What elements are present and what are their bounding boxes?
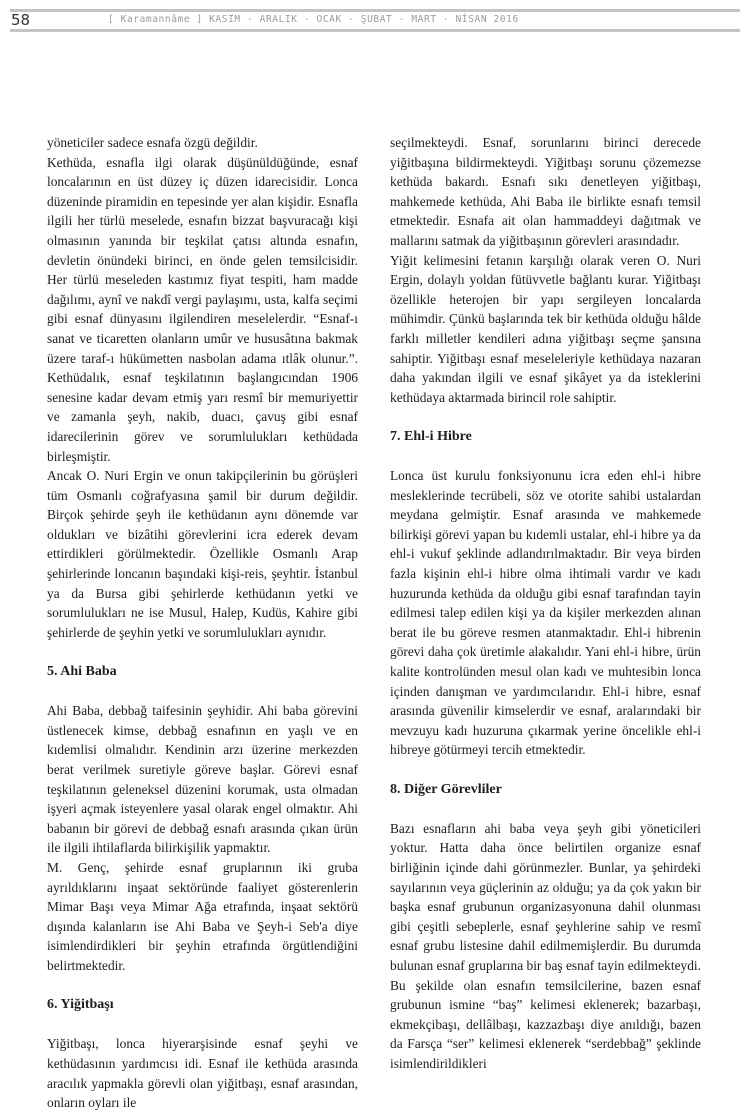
spacer [47,642,358,662]
section-heading-ehl-i-hibre: 7. Ehl-i Hibre [390,428,472,444]
section-heading-ahi-baba: 5. Ahi Baba [47,664,117,680]
paragraph: yöneticiler sadece esnafa özgü değildir. [47,135,258,150]
spacer [47,976,358,996]
spacer [390,447,701,467]
paragraph: Yiğit kelimesini fetanın karşılığı olarak veren O. Nuri Ergin, dolaylı yoldan fütüvvetle bağlantı kurar. Yiğitbaşı özellikle heterojen bir yapı sergileyen loncalarda mühimdir. Çünkü başlarında tek bir kethüda olduğu hâlde farklı milletler kendileri adına yiğitbaşı seçme şansına sahiptir. Yiğitbaşı esnaf meseleleriyle kethüdaya nazaran daha yakından ilgili ve esnaf şikâyet ya da isteklerini kethüdaya aktarmada birincil role sahiptir. [390,252,701,405]
page-number: 58 [11,11,31,29]
paragraph: M. Genç, şehirde esnaf gruplarının iki gruba ayrıldıklarını inşaat sektöründe faaliyet gösterenlerin Mimar Başı veya Mimar Ağa etrafında, inşaat sektörü dışında kalanların ise Ahi Baba ve Şeyh-i Seb'a diye isimlendirdikleri bir şeyhin etrafında örgütlendiğini belirtmektedir. [47,859,358,973]
header-rule-top [10,9,740,12]
spacer [47,1015,358,1035]
section-heading-yigitbasi: 6. Yiğitbaşı [47,997,114,1013]
spacer [390,760,701,780]
paragraph: Ahi Baba, debbağ taifesinin şeyhidir. Ahi baba görevini üstlenecek kimse, debbağ esnafının en yaşlı ve en kıdemlisi olmalıdır. Kendinin arzı üzerine merkezden berat verilmek suretiyle göreve başlar. Görevi esnaf teşkilatının geleneksel düzenini korumak, usta olmadan işyeri açmak isteyenlere yasal olarak engel olmaktır. Ahi babanın bir görevi de debbağ esnafı arasında çıkan ürün ile ilgili ihtilaflarda bilirkişilik yapmaktır. [47,703,358,856]
spacer [390,407,701,427]
spacer [47,682,358,702]
paragraph: Yiğitbaşı, lonca hiyerarşisinde esnaf şeyhi ve kethüdasının yardımcısı idi. Esnaf ile kethüda arasında aracılık yapmakla görevli olan yiğitbaşı, esnaf arasından, onların oyları ile [47,1036,358,1111]
paragraph: Kethüda, esnafla ilgi olarak düşünüldüğünde, esnaf loncalarının en üst düzey iç düzen idarecisidir. Lonca düzeninde piramidin en tepesinde yer alan kişidir. Esnafla ilgili her türlü meselede, esnafın bizzat başvuracağı kişi olmasının yanında bir teşkilat çatısı altında esnafın, devletin önündeki birinci, en önde gelen temsilcisidir. Her türlü meseleden kastımız fiyat tespiti, ham madde dağılımı, aynî ve nakdî vergi paylaşımı, usta, kalfa seçimi gibi esnaf dünyasını ilgilendiren meselelerdir. “Esnaf-ı sanat ve ticaretten olanların umûr ve hususâtına bakmak üzere taraf-ı hükümetten nasbolan adama ıtlâk olunur.”. Kethüdalık, esnaf teşkilatının başlangıcından 1906 senesine kadar devam etmiş yarı resmî bir memuriyettir ve zamanla şeyh, nakib, duacı, çavuş gibi esnaf idarecilerinin görev ve sorumlulukları kethüdada birleşmiştir. [47,154,358,464]
right-column [390,133,701,1074]
paragraph: Ancak O. Nuri Ergin ve onun takipçilerinin bu görüşleri tüm Osmanlı coğrafyasına şamil bir durum değildir. Birçok şehirde şeyh ile kethüdanın aynı dönemde var oldukları ve bizâtihi görevlerini icra ederek devam ettirdikleri görülmektedir. Özellikle Osmanlı Arap şehirlerinde loncanın başındaki kişi-reis, şeyhtir. İstanbul ya da Bursa gibi şehirlerde kethüdanın yetki ve sorumlulukları ne ise Musul, Halep, Kudüs, Kahire gibi şehirlerde de şeyhin yetki ve sorumlulukları aynıdır. [47,468,358,640]
running-head: [ Karamannâme ] KASIM - ARALIK - OCAK - ŞUBAT - MART - NİSAN 2016 [108,14,519,25]
paragraph: seçilmekteydi. Esnaf, sorunlarını birinci derecede yiğitbaşına bildirmekteydi. Yiğitbaşı sorunu çözemezse kethüda bakardı. Esnafı sıkı denetleyen yiğitbaşı, mahkemede kethüda, Ahi Baba ile birlikte esnafı temsil etmektedir. Esnafa ait olan hammaddeyi dağıtmak ve mallarını satmak da yiğitbaşının görevleri arasındadır. [390,135,701,248]
section-heading-diger-gorevliler: 8. Diğer Görevliler [390,781,502,797]
left-column [47,133,358,1113]
header-rule-bottom [10,29,740,32]
paragraph: Lonca üst kurulu fonksiyonunu icra eden ehl-i hibre mesleklerinde tecrübeli, söz ve otorite sahibi ustalardan meydana gelmiştir. Esnaf arasında ve mahkemede bilirkişi görevi yapan bu kıdemli ustalar, ehl-i hibre ya da ehl-i vukuf şeklinde adlandırılmaktadır. Bir veya birden fazla kişinin ehl-i hibre olma ihtimali vardır ve kadı huzurunda kethüda da olduğu gibi esnaf tarafından tayin edilmesi talep edilen kişi ya da kişiler merkezden alınan berat ile bu göreve resmen atanmaktadır. Ehl-i hibrenin görevi daha çok üretimle alakalıdır. Yani ehl-i hibre, ürün kalite kontrolünden mesul olan kadı ve muhtesibin lonca içinden danışman ve yardımcılarıdır. Ehl-i hibre, esnaf arasında güvenilir kimselerdir ve esnaf, aralarındaki bir mevzuyu kadı huzuruna çıkarmak yerine öncelikle ehl-i hibreye götürmeyi tercih etmektedir. [390,468,701,758]
spacer [390,799,701,819]
paragraph: Bazı esnafların ahi baba veya şeyh gibi yöneticileri yoktur. Hatta daha önce belirtilen organize esnaf birliğinin içinde dahi görünmezler. Bunlar, ya şehirdeki sayılarının veya güçlerinin az olduğu; ya da çok yakın bir başka esnaf grubunun organizasyonuna dahil olunması gibi çeşitli sebeplerle, esnaf şeyhlerine sahip ve resmî esnaf grubu listesine dahil edilmemişlerdir. Bu durumda bulunan esnaf gruplarına bir baş esnaf tayin edilmekteydi. Bu şekilde olan esnafın temsilcilerine, bazen esnaf grubunun ismine “baş” kelimesi eklenerek; bazarbaşı, ekmekçibaşı, dellâlbaşı, kazzazbaşı diye anıldığı, bazen da Farsça “ser” kelimesi eklenerek “serdebbağ” şeklinde isimlendirildikleri [390,820,701,1071]
